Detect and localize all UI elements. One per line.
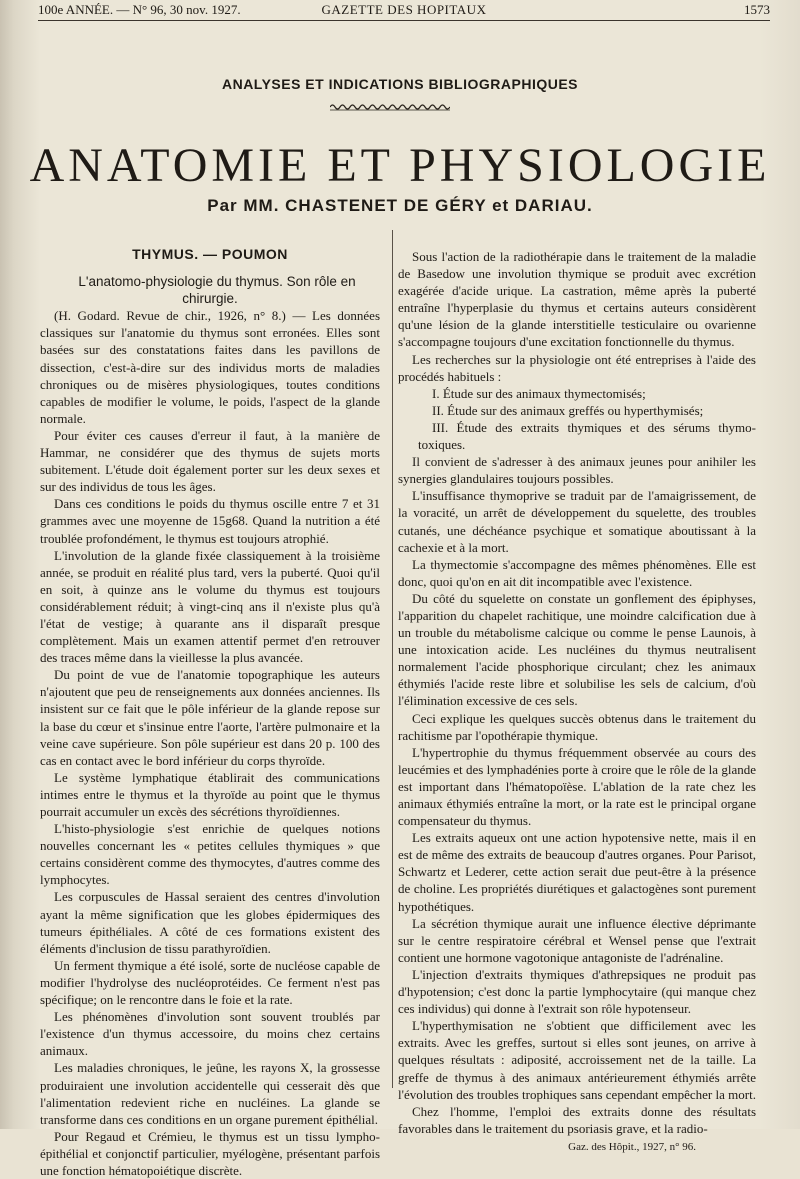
paragraph: L'hypertrophie du thymus fréquemment observée au cours des leucémies et des lymphadénies porte à croire que le rôle de la glande est important dans l'hématopoïèse. L'ablation de la rate chez les animaux éthymiés entraîne la mort, or la rate est le principal organe compensateur du thymus.	[398, 744, 756, 829]
left-column-heading: THYMUS. — POUMON	[132, 246, 288, 262]
authors-line: Par MM. CHASTENET DE GÉRY et DARIAU.	[207, 196, 593, 215]
paragraph: Dans ces conditions le poids du thymus oscille entre 7 et 31 grammes avec une moyenne de 15g68. Quand la nutrition a été troublée profondément, le thymus est toujours atrophié.	[40, 496, 380, 546]
ornament-wavy-rule	[330, 102, 450, 112]
paragraph: Le système lymphatique établirait des communications intimes entre le thymus et la thyroïde au point que le thymus pourrait accumuler un excès des sécrétions thyroïdiennes.	[40, 769, 380, 819]
paragraph: L'hyperthymisation ne s'obtient que difficilement avec les extraits. Avec les greffes, surtout si elles sont jeunes, on arrive à quelques résultats : adiposité, accroissement net de la taille. La greffe de thymus à des animaux antérieurement éthymiés arrête l'évolution des troubles trophiques sans cependant empêcher la mort.	[398, 1018, 756, 1102]
article-title: L'anatomo-physiologie du thymus. Son rôle en chirurgie.	[78, 274, 356, 307]
footer-reference: Gaz. des Hôpit., 1927, n° 96.	[568, 1140, 696, 1153]
paragraph: Les extraits aqueux ont une action hypotensive nette, mais il en est de même des extraits de beaucoup d'autres organes. Pour Parisot, Schwartz et Lederer, cette action serait due peut-être à la présence de choline. Les propriétés diurétiques et galactogènes sont purement hypothétiques.	[398, 830, 756, 914]
paragraph: Pour éviter ces causes d'erreur il faut, à la manière de Hammar, ne considérer que des thymus de sujets morts subitement. L'étude doit également porter sur les deux sexes et sur des individus de tous les âges.	[40, 427, 380, 495]
column-divider	[392, 230, 393, 1088]
paragraph: Les maladies chroniques, le jeûne, les rayons X, la grossesse produiraient une involution accidentelle qui cesserait dès que l'alimentation redevient riche en nucléines. La glande se transforme dans ces conditions en un organe purement épithélial.	[40, 1060, 380, 1127]
header-page-number: 1573	[744, 2, 770, 17]
paragraph: Un ferment thymique a été isolé, sorte de nucléose capable de modifier l'hydrolyse des nucléoprotéides. Ce ferment n'est pas spécifique; on le rencontre dans le foie et la rate.	[40, 957, 380, 1008]
paragraph: (H. Godard. Revue de chir., 1926, n° 8.) — Les données classiques sur l'anatomie du thymus sont erronées. Elles sont basées sur des constatations faites dans les pavillons de dissection, c'est-à-dire sur des individus morts de maladies chroniques ou de misères physiologiques, toutes conditions capables de modifier le volume, le poids, l'aspect de la glande normale.	[40, 308, 380, 426]
left-column	[40, 246, 380, 1179]
paragraph: Sous l'action de la radiothérapie dans le traitement de la maladie de Basedow une involution thymique se produit avec excrétion exagérée d'acide urique. La castration, même après la puberté entraîne l'hyperplasie du thymus et certains auteurs considèrent qu'une lésion de la glande interstitielle testiculaire ou ovarienne s'accompagne toujours d'une excitation fonctionnelle du thymus.	[398, 249, 756, 350]
paragraph: L'injection d'extraits thymiques d'athrepsiques ne produit pas d'hypotension; c'est donc la partie lymphocytaire (qui manque chez ces individus) qui donne à l'extrait son rôle hypotenseur.	[398, 966, 756, 1017]
paragraph: L'involution de la glande fixée classiquement à la troisième année, se produit en réalité plus tard, vers la puberté. Quoi qu'il en soit, à quinze ans le volume du thymus est toujours considérablement réduit; à vingt-cinq ans il n'existe plus qu'à l'état de vestige; à quarante ans il disparaît presque complètement. Mais un examen attentif permet d'en retrouver des traces même dans la vieillesse la plus avancée.	[40, 547, 380, 666]
main-title: ANATOMIE ET PHYSIOLOGIE	[29, 139, 771, 192]
paragraph: Du point de vue de l'anatomie topographique les auteurs n'ajoutent que peu de renseignements aux données anciennes. Ils insistent sur ce fait que le pôle inférieur de la glande repose sur la base du cœur et s'insinue entre l'aorte, l'artère pulmonaire et la veine cave supérieure. Son pôle supérieur est dans 20 p. 100 des cas en contact avec le bord inférieur du corps thyroïde.	[40, 667, 380, 768]
running-header	[38, 0, 770, 21]
paragraph: Chez l'homme, l'emploi des extraits donne des résultats favorables dans le traitement du psoriasis grave, et la radio-	[398, 1103, 756, 1136]
list-item: II. Étude sur des animaux greffés ou hyperthymisés;	[432, 402, 704, 418]
paragraph: La sécrétion thymique aurait une influence élective déprimante sur le centre respiratoire cérébral et Wensel pense que l'extrait contient une hormone vagotonique antagoniste de l'adrénaline.	[398, 915, 756, 965]
paragraph: Pour Regaud et Crémieu, le thymus est un tissu lympho-épithélial et conjonctif particulier, myélogène, présentant parfois une fonction hématopoiétique discrète.	[40, 1128, 380, 1178]
paragraph: Du côté du squelette on constate un gonflement des épiphyses, l'apparition du chapelet rachitique, une moindre calcification due à un trouble du métabolisme calcique ou comme le pense Launois, à une intoxication acide. Les nucléines du thymus neutralisent normalement l'acide phosphorique circulant; chez les animaux éthymiés l'acide reste libre et solubilise les sels de calcium, d'où l'élimination excessive de ces sels.	[398, 590, 756, 709]
section-title: ANALYSES ET INDICATIONS BIBLIOGRAPHIQUES	[221, 76, 579, 92]
paragraph: L'histo-physiologie s'est enrichie de quelques notions nouvelles concernant les « petites cellules thymiques » que certains considèrent comme des thymocytes, d'autres comme des lymphocytes.	[40, 821, 380, 888]
list-item: III. Étude des extraits thymiques et des sérums thymo-toxiques.	[418, 419, 756, 453]
list-item: I. Étude sur des animaux thymectomisés;	[432, 385, 646, 401]
paragraph: Les corpuscules de Hassal seraient des centres d'involution ayant la même signification que les globes épidermiques des tumeurs épithéliales. A côté de ces formations existent des éléments d'inclusion de tissu parathyroïdien.	[40, 889, 380, 956]
paragraph: Il convient de s'adresser à des animaux jeunes pour anihiler les synergies glandulaires toujours possibles.	[398, 454, 756, 487]
paragraph: Les phénomènes d'involution sont souvent troublés par l'existence d'un thymus accessoire, du moins chez certains animaux.	[40, 1009, 380, 1059]
paragraph: La thymectomie s'accompagne des mêmes phénomènes. Elle est donc, quoi qu'on en ait dit incompatible avec l'existence.	[398, 556, 756, 589]
paragraph: Les recherches sur la physiologie ont été entreprises à l'aide des procédés habituels :	[398, 351, 756, 384]
paragraph: L'insuffisance thymoprive se traduit par de l'amaigrissement, de la voracité, un arrêt de développement du squelette, des troubles cutanés, une déchéance psychique et somatique aboutissant à la cachexie et à la mort.	[398, 488, 756, 555]
paragraph: Ceci explique les quelques succès obtenus dans le traitement du rachitisme par l'opothérapie thymique.	[398, 710, 756, 743]
right-column	[398, 248, 756, 1156]
header-journal-name: GAZETTE DES HOPITAUX	[321, 2, 487, 17]
header-issue-info: 100e ANNÉE. — N° 96, 30 nov. 1927.	[38, 2, 241, 17]
